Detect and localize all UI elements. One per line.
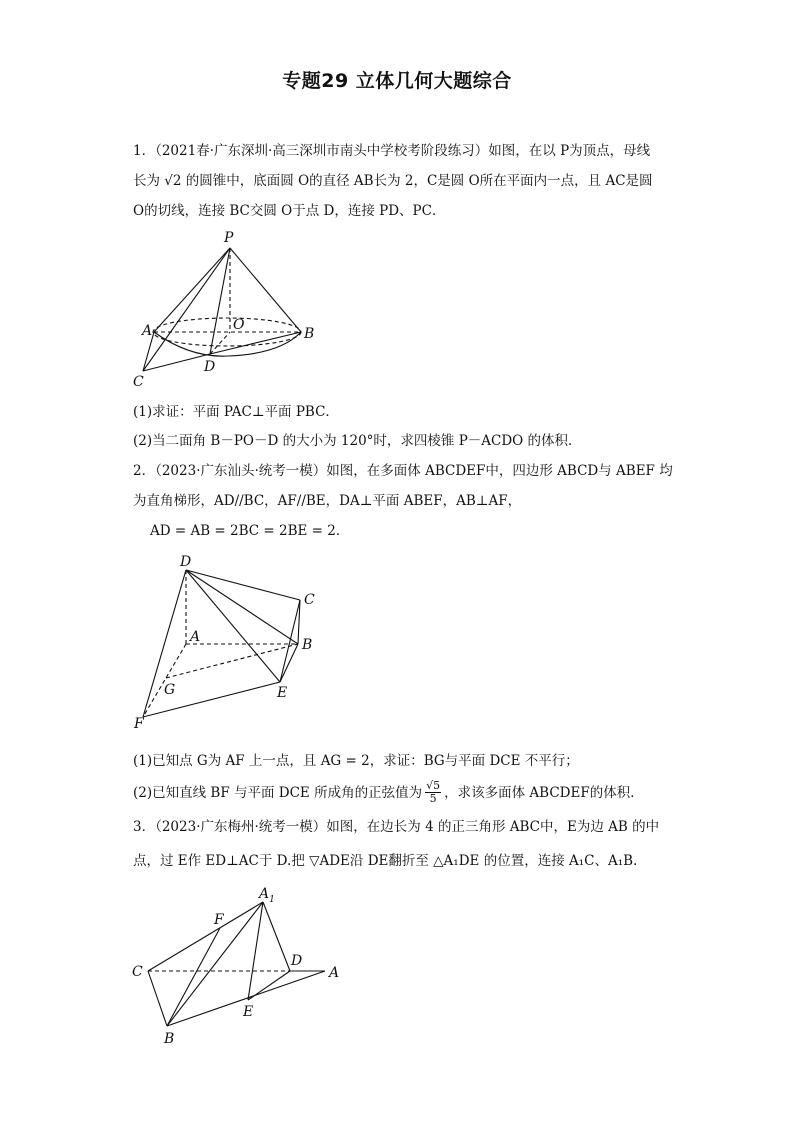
label-E: E bbox=[243, 1004, 254, 1020]
problem1-line3: O的切线，连接 BC交圆 O于点 D，连接 PD、PC． bbox=[133, 203, 446, 219]
label-B: B bbox=[164, 1031, 175, 1047]
label-D: D bbox=[204, 359, 216, 375]
fraction-numerator: √5 bbox=[426, 779, 441, 792]
problem1-line1: 1．（2021春·广东深圳·高三深圳市南头中学校考阶段练习）如图，在以 P为顶点，母线 bbox=[133, 143, 651, 159]
edge-CB bbox=[148, 971, 167, 1026]
label-C: C bbox=[133, 374, 144, 390]
label-F: F bbox=[134, 716, 144, 732]
edge-BF bbox=[167, 928, 220, 1026]
problem3-line1: 3．（2023·广东梅州·统考一模）如图，在边长为 4 的正三角形 ABC中，E为边 AB 的中 bbox=[133, 819, 660, 835]
page-title: 专题29 立体几何大题综合 bbox=[282, 70, 512, 92]
label-G: G bbox=[164, 682, 176, 698]
label-B: B bbox=[302, 637, 313, 653]
label-A: A bbox=[190, 629, 201, 645]
edge-A1D bbox=[263, 902, 290, 971]
base-circle-front bbox=[154, 332, 301, 356]
label-E: E bbox=[277, 685, 288, 701]
label-A1: $A_1$ bbox=[259, 886, 275, 905]
problem2-question1: (1)已知点 G为 AF 上一点，且 AG = 2，求证：BG与平面 DCE 不平行； bbox=[133, 753, 579, 769]
problem2-question2 bbox=[133, 780, 644, 805]
edge-AF bbox=[143, 644, 186, 717]
label-O: O bbox=[233, 317, 245, 333]
edge-PD bbox=[210, 248, 230, 354]
question2-text-before: (2)已知直线 BF 与平面 DCE 所成角的正弦值为 bbox=[133, 784, 423, 801]
edge-CA1 bbox=[148, 902, 263, 971]
label-C: C bbox=[132, 964, 143, 980]
edge-BE bbox=[280, 644, 298, 682]
problem2-line2: 为直角梯形，AD//BC，AF//BE，DA⊥平面 ABEF，AB⊥AF， bbox=[133, 493, 522, 509]
label-C: C bbox=[304, 592, 315, 608]
problem2-line3: AD = AB = 2BC = 2BE = 2． bbox=[150, 523, 350, 539]
polyhedron-figure bbox=[130, 552, 330, 732]
fraction-denominator: 5 bbox=[429, 792, 437, 805]
fold-figure bbox=[130, 882, 355, 1052]
label-F: F bbox=[214, 912, 224, 928]
label-B: B bbox=[304, 326, 315, 342]
fraction bbox=[425, 780, 441, 805]
label-D: D bbox=[291, 953, 303, 969]
edge-DB bbox=[186, 570, 298, 644]
edge-GB bbox=[166, 644, 298, 678]
label-A: A bbox=[142, 323, 153, 339]
problem1-question1: (1)求证：平面 PAC⊥平面 PBC． bbox=[133, 404, 339, 420]
edge-DE bbox=[186, 570, 280, 682]
problem1-question2: (2)当二面角 B－PO－D 的大小为 120°时，求四棱锥 P－ACDO 的体积． bbox=[133, 433, 582, 449]
label-P: P bbox=[224, 230, 234, 246]
label-D: D bbox=[180, 554, 192, 570]
edge-CE bbox=[280, 600, 300, 682]
edge-DC bbox=[186, 570, 300, 600]
problem3-line2: 点，过 E作 ED⊥AC于 D.把 ▽ADE沿 DE翻折至 △A₁DE 的位置，连接 A₁C、A₁B. bbox=[133, 853, 638, 869]
edge-EA1 bbox=[248, 902, 263, 1000]
question2-text-after: ，求该多面体 ABCDEF的体积． bbox=[444, 784, 644, 801]
cone-figure bbox=[130, 228, 330, 393]
problem1-line2: 长为 √2 的圆锥中，底面圆 O的直径 AB长为 2，C是圆 O所在平面内一点，且 AC是圆 bbox=[133, 173, 653, 189]
problem2-line1: 2．（2023·广东汕头·统考一模）如图，在多面体 ABCDEF中，四边形 ABCD与 ABEF 均 bbox=[133, 463, 673, 479]
label-A: A bbox=[329, 965, 340, 981]
